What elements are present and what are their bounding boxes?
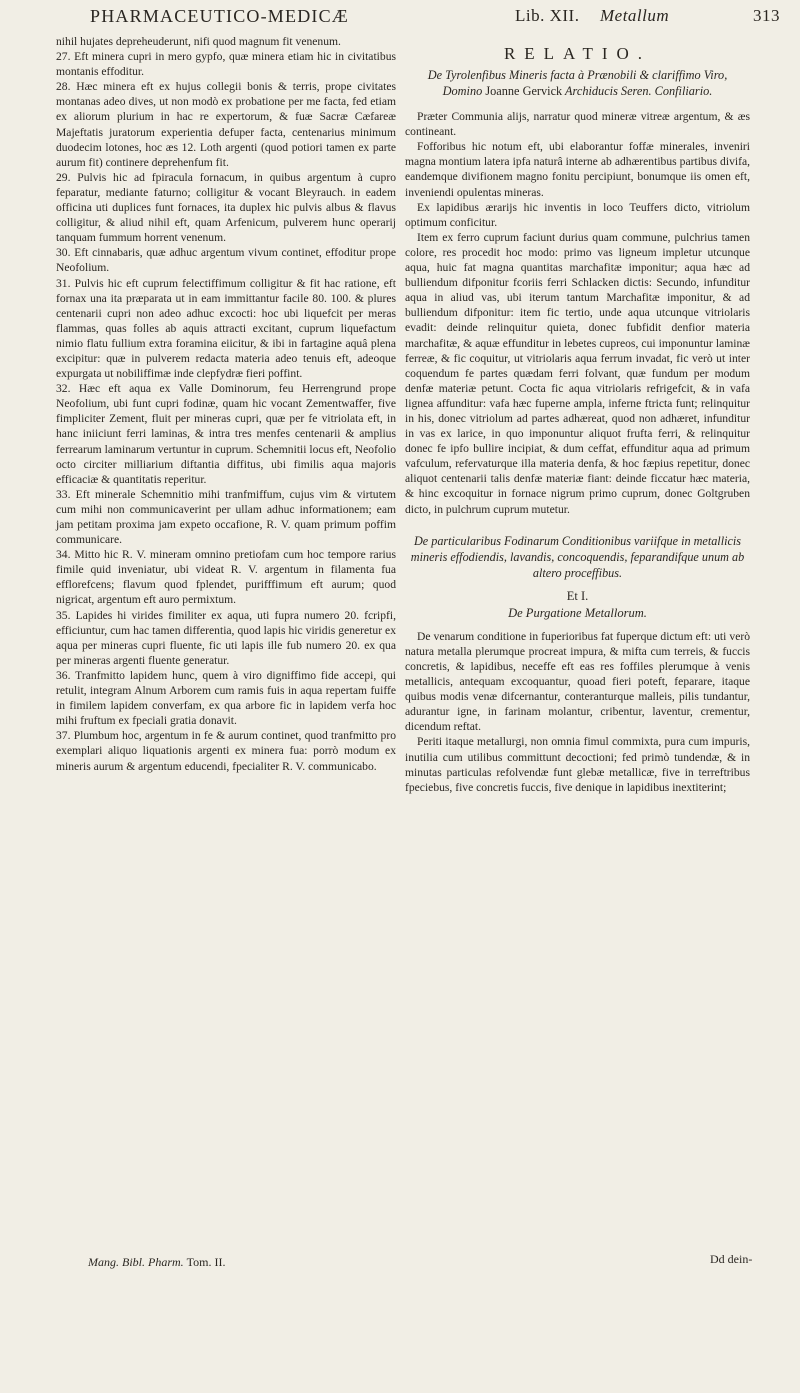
paragraph: 32. Hæc eft aqua ex Valle Dominorum, feu Herrengrund prope Neofolium, ubi funt cupri fodinæ, quam hic vocant Zementwaffer, five fimpliciter Zement, fluit per mineras cupri, quæ per fe vitriolata eft, in hanc iniiciunt ferri laminas, & intra tres menfes centenarii & amplius ferrearum laminarum vertuntur in cuprum. Schemnitii locus eft, Neofolio octo circiter milliarium diftantia diffitus, ubi fimilis aqua majoris efficaciæ & quantitatis reperitur. <box>56 382 396 486</box>
paragraph: Fofforibus hic notum eft, ubi elaborantur foffæ minerales, inveniri magna montium latera ipfa naturâ interne ab adhærentibus partibus divifa, eandemque divifionem magno fonitu percipiunt, bonumque iis omen eft, inveniendi opulentas mineras. <box>405 140 750 199</box>
page-header <box>60 6 780 34</box>
paragraph: 37. Plumbum hoc, argentum in fe & aurum continet, quod tranfmitto pro exemplari aliquo liquationis argenti ex minera fua: porrò modum ex mineris aurum & argentum educendi, fpecialiter R. V. communicabo. <box>56 729 396 773</box>
paragraph: Item ex ferro cuprum faciunt durius quam commune, pulchrius tamen colore, res procedit hoc modo: primo vas ligneum impletur utcunque aqua, huic fat magna quantitas marchafitæ imponitur; aqua hæc ad bulliendum difponitur fcoriis ferri Schlacken dictis: Secundo, infunditur aqua in aliud vas, ubi iterum tantum Marchafitæ imponitur, & ad bulliendum difponitur: item fic tertio, unde aqua utcunque vitriolaris evadit: deinde relinquitur quieta, donec fubfidit denfior materia marchafitæ, & aquæ effunditur in lebetes cupreos, cui imponuntur laminæ ferreæ, & fic coquitur, ut vitriolaris aqua ferrum invadat, fic verò ut inter coquendum fe partes quædam ferri folvant, quæ fundum per modum denfæ materiæ petunt. Cocta fic aqua vitriolaris refrigefcit, & in vafa lignea affunditur: vafa hæc fuperne ampla, inferne ftricta funt; relinquitur in his, donec vitriolum ad partes adhæreat, quod non adhæret, infunditur in vas ex larice, in quo imponuntur aliquot frufta ferri, & relinquitur donec fe ipfo bullire incipiat, & dum ceffat, effunditur aqua ad primum vafculum, refervaturque illa materia denfa, & hoc fæpius repetitur, donec aliquot centenarii talis denfæ materiæ fiant: deinde ficcatur hæc materia, & hinc excoquitur in fornace nigrum primo cuprum, donec Goltgruben dicto, in pulchrum cuprum mutetur. <box>405 230 750 516</box>
left-column <box>56 34 396 774</box>
book-number: Lib. XII. <box>515 6 580 25</box>
catchword: Dd dein- <box>710 1252 753 1266</box>
paragraph: 31. Pulvis hic eft cuprum felectiffimum colligitur & fit hac ratione, eft fornax una ita præparata ut in eam immittantur facile 80. 100. & plures centenarii cupri non adeo adhuc excocti: hoc ubi liquefcit per meras flammas, quas folles ab aquis attracti excitant, cuprum liquefactum nimio flatu fullium extra foramina eiicitur, & ibi in fartagine aquâ plena excipitur: quæ in pulverem redacta materia adeo tenuis eft, adeoque expurgata ut nobiliffimæ inde clepfydræ fieri poffint. <box>56 276 396 381</box>
subsection-title: De Purgatione Metallorum. <box>508 605 647 620</box>
paragraph: nihil hujates depreheuderunt, nifi quod magnum fit venenum. <box>56 35 341 48</box>
paragraph: Periti itaque metallurgi, non omnia fimul commixta, pura cum impuris, inutilia cum utilibus committunt decoctioni; fed primò tundendæ, & in minutas particulas refolvendæ funt glebæ metallicæ, five in terreftribus fpeciebus, five concretis fuccis, five denique in lapidibus inextiterint; <box>405 735 750 794</box>
paragraph: Ex lapidibus ærarijs hic inventis in loco Teuffers dicto, vitriolum optimum conficitur. <box>405 200 750 229</box>
relatio-title-main: De Tyrolenfibus Mineris facta à Prænobili & clariffimo Viro, Domino <box>427 68 728 99</box>
relatio-title <box>411 67 744 99</box>
relatio-title-name: Joanne Gervick <box>485 84 563 99</box>
running-title: PHARMACEUTICO-MEDICÆ <box>90 6 350 26</box>
paragraph: 35. Lapides hi virides fimiliter ex aqua, uti fupra numero 20. fcripfi, efficiuntur, cum hac tamen differentia, quod lapis hic viridis generetur ex aqua per mineras cupri fluente, fic uti lapis ille fub numero 20. ex qua per mineras argenti fluente generatur. <box>56 608 396 667</box>
et-number: Et I. <box>566 588 589 603</box>
paragraph: 36. Tranfmitto lapidem hunc, quem à viro digniffimo fide accepi, qui retulit, integram Alnum Arborem cum ramis fuis in aqua repertam fuiffe in fimilem lapidem converfam, ex qua arbore fic in lapidem verfa hoc mihi fruftum ex fpeciali gratia donavit. <box>56 668 396 728</box>
relatio-title-tail: Archiducis Seren. Confiliario. <box>565 84 713 99</box>
section-name: Metallum <box>600 6 670 25</box>
paragraph: 29. Pulvis hic ad fpiracula fornacum, in quibus argentum à cupro feparatur, mediante faturno; colligitur & vocant Bleyrauch. in eadem officina uti duplices funt fornaces, ita duplex hic pulvis albus & flavus colligitur, & aliud nihil eft, quam Arfenicum, pulverem hunc operarij tanquam fummum horrent venenum. <box>56 170 396 245</box>
signature-text: Mang. Bibl. Pharm. <box>88 1255 184 1269</box>
right-column <box>405 34 750 795</box>
printer-signature <box>88 1255 226 1270</box>
paragraph: 28. Hæc minera eft ex hujus collegii bonis & terris, prope civitates montanas adeo dives, ut non modò ex probatione per me facta, fed etiam ex aliorum plurium in hac re expertorum, & fuæ Sacræ Cæfareæ Majeftatis juratorum experientia defuper facta, centenarius minimum duodecim lotones, hoc æs 12. Loth argenti (quod potiori tamen ex parte aurum fit) continere deprehenfum fit. <box>56 80 396 169</box>
relatio-heading: RELATIO. <box>503 44 652 63</box>
paragraph: 33. Eft minerale Schemnitio mihi tranfmiffum, cujus vim & virtutem cum mihi non communicaverint per ullam adhuc informationem; eam jam petitam proxima jam expeto occafione, R. V. quam primum poffim communicare. <box>56 487 396 547</box>
paragraph: 27. Eft minera cupri in mero gypfo, quæ minera etiam hic in civitatibus montanis effoditur. <box>56 50 396 79</box>
section-title: De particularibus Fodinarum Conditionibus variifque in metallicis mineris effodiendis, lavandis, concoquendis, feparandifque unum ab altero proceffibus. <box>410 533 745 580</box>
paragraph: Præter Communia alijs, narratur quod mineræ vitreæ argentum, & æs contineant. <box>405 110 750 139</box>
paragraph: De venarum conditione in fuperioribus fat fuperque dictum eft: uti verò natura metalla plerumque procreat impura, & mifta cum terreis, & fuccis concretis, & lapidibus, neceffe eft eas res foffiles plerumque à venis metallicis, antequam excoquantur, quoad fieri poteft, feparare, itaque quibus modis venæ difcernantur, conteranturque malleis, pilis tundantur, adurantur igne, in farinam molantur, cribentur, laventur, crementur, dicendum reftat. <box>405 629 750 734</box>
signature-tail: Tom. II. <box>186 1255 226 1269</box>
paragraph: 30. Eft cinnabaris, quæ adhuc argentum vivum continet, effoditur prope Neofolium. <box>56 246 396 275</box>
page-number: 313 <box>753 6 780 25</box>
paragraph: 34. Mitto hic R. V. mineram omnino pretiofam cum hoc tempore rarius fimile quid inveniatur, ubi videat R. V. argentum in filamenta fua efflorefcens; flavum quod fplendet, purifffimum eft aurum; quod nigricat, argentum eft auro permixtum. <box>56 548 396 607</box>
